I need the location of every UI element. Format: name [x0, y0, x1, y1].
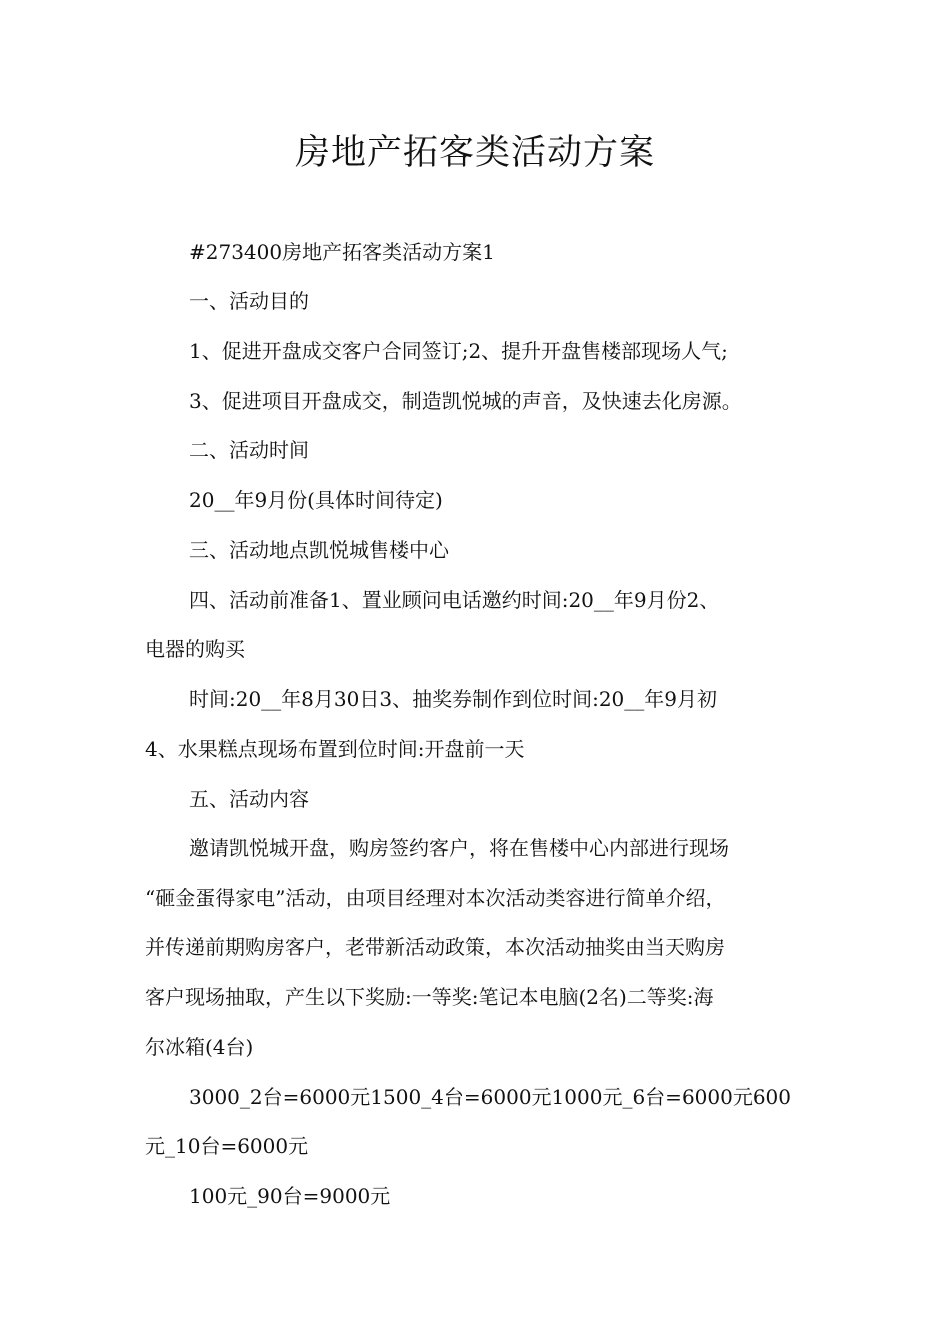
paragraph-line: 时间:20__年8月30日3、抽奖券制作到位时间:20__年9月初: [189, 687, 717, 711]
paragraph-line: 客户现场抽取，产生以下奖励:一等奖:笔记本电脑(2名)二等奖:海: [145, 985, 714, 1009]
section-heading: 四、活动前准备1、置业顾问电话邀约时间:20__年9月份2、: [189, 588, 720, 612]
paragraph-line: 元_10台=6000元: [145, 1134, 309, 1158]
paragraph-line: 电器的购买: [145, 637, 245, 661]
paragraph-line: 1、促进开盘成交客户合同签订;2、提升开盘售楼部现场人气;: [189, 339, 728, 363]
paragraph-line: 邀请凯悦城开盘，购房签约客户，将在售楼中心内部进行现场: [189, 836, 729, 860]
paragraph-line: 100元_90台=9000元: [189, 1184, 391, 1208]
paragraph-line: 4、水果糕点现场布置到位时间:开盘前一天: [145, 737, 525, 761]
paragraph-line: 20__年9月份(具体时间待定): [189, 488, 443, 512]
doc-heading-line: #273400房地产拓客类活动方案1: [189, 240, 495, 264]
paragraph-line: 3、促进项目开盘成交，制造凯悦城的声音，及快速去化房源。: [189, 389, 742, 413]
section-heading: 一、活动目的: [189, 289, 309, 313]
paragraph-line: 并传递前期购房客户，老带新活动政策，本次活动抽奖由当天购房: [145, 935, 725, 959]
section-heading: 五、活动内容: [189, 787, 309, 811]
paragraph-line: “砸金蛋得家电”活动，由项目经理对本次活动类容进行简单介绍，: [145, 886, 726, 910]
paragraph-line: 尔冰箱(4台): [145, 1035, 254, 1059]
section-heading: 三、活动地点凯悦城售楼中心: [189, 538, 449, 562]
document-title: 房地产拓客类活动方案: [294, 133, 655, 173]
section-heading: 二、活动时间: [189, 438, 309, 462]
paragraph-line: 3000_2台=6000元1500_4台=6000元1000元_6台=6000元600: [189, 1085, 792, 1109]
